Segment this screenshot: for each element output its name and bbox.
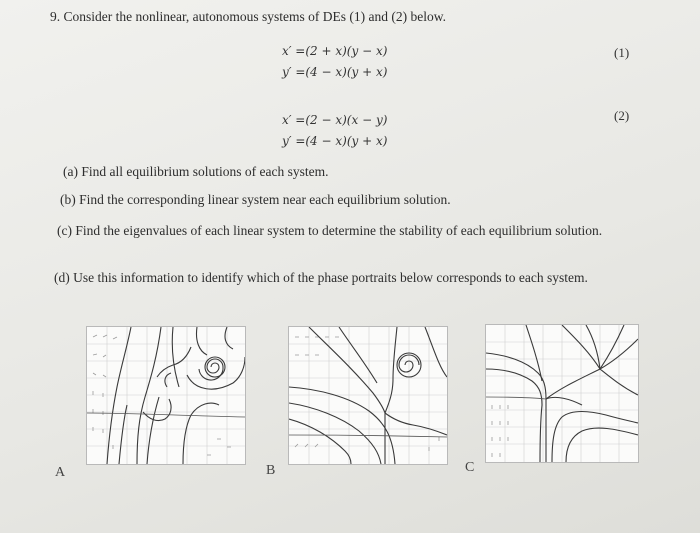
system2-eq1: x′ =(2 − x)(x − y): [282, 113, 388, 127]
system2-eq2: y′ =(4 − x)(y + x): [282, 134, 388, 148]
phase-portrait-c: [485, 324, 639, 463]
part-a: (a) Find all equilibrium solutions of each system.: [63, 164, 329, 179]
portrait-b-label: B: [266, 463, 276, 478]
system1-eq1: x′ =(2 + x)(y − x): [282, 44, 388, 58]
problem-intro: 9. Consider the nonlinear, autonomous systems of DEs (1) and (2) below.: [50, 9, 447, 24]
part-b: (b) Find the corresponding linear system near each equilibrium solution.: [60, 192, 451, 207]
part-d: (d) Use this information to identify which of the phase portraits below corresponds to each system.: [54, 270, 588, 285]
system1-eq2: y′ =(4 − x)(y + x): [282, 65, 388, 79]
part-c: (c) Find the eigenvalues of each linear system to determine the stability of each equilibrium solution.: [57, 223, 603, 238]
phase-portrait-a-figure: [87, 327, 245, 464]
phase-portrait-b: [288, 326, 448, 465]
phase-portrait-a: [86, 326, 246, 465]
system1-number: (1): [614, 45, 630, 60]
portrait-a-label: A: [55, 465, 66, 480]
phase-portrait-b-figure: [289, 327, 447, 464]
system2-number: (2): [614, 108, 630, 123]
phase-portrait-c-figure: [486, 325, 638, 462]
portrait-c-label: C: [465, 460, 475, 475]
